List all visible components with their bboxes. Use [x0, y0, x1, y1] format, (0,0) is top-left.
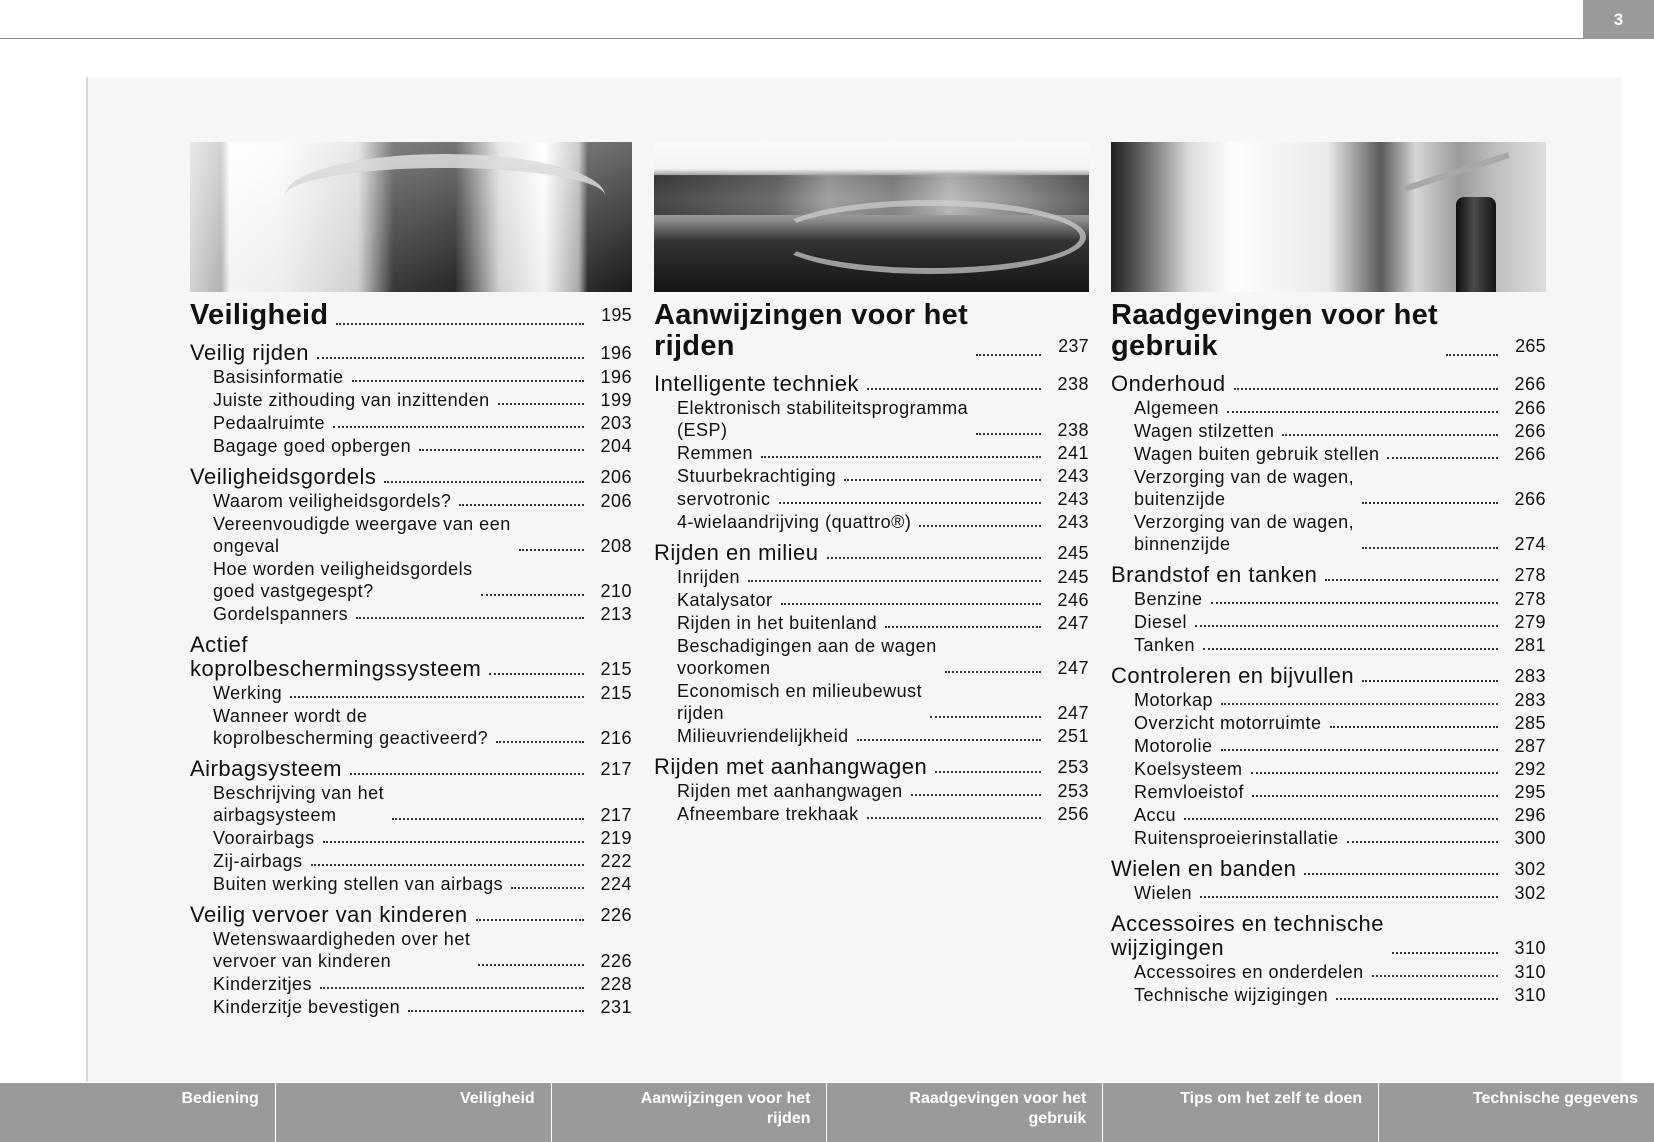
toc-section-entry[interactable]: [190, 341, 632, 365]
toc-entry-page: 245: [1057, 567, 1089, 587]
toc-entry-label: Gordelspanners: [213, 604, 349, 624]
toc-entry-label: Kinderzitjes: [213, 974, 313, 994]
toc-subsection-entry[interactable]: [190, 366, 632, 388]
toc-entry-label: Raadgevingen voor het gebruik: [1111, 299, 1438, 362]
toc-entry-label: Controleren en bijvullen: [1111, 663, 1355, 688]
dot-leader: [1282, 434, 1498, 436]
toc-subsection-entry[interactable]: [654, 635, 1089, 679]
dot-leader: [976, 354, 1041, 356]
toc-subsection-entry[interactable]: [1111, 634, 1546, 656]
dot-leader: [1330, 726, 1498, 728]
dot-leader: [1200, 896, 1498, 898]
dot-leader: [945, 671, 1041, 673]
toc-entry-label: Basisinformatie: [213, 367, 344, 387]
toc-entry-label: Rijden met aanhangwagen: [654, 754, 928, 779]
toc-entry-label: Zij-airbags: [213, 851, 303, 871]
toc-entry-page: 279: [1514, 612, 1546, 632]
dot-leader: [867, 817, 1041, 819]
dot-leader: [1251, 772, 1498, 774]
toc-subsection-entry[interactable]: [1111, 611, 1546, 633]
toc-entry-label: Onderhoud: [1111, 371, 1226, 396]
dot-leader: [1362, 502, 1498, 504]
header-rule: [0, 38, 1583, 39]
dot-leader: [930, 716, 1041, 718]
toc-entry-label: Airbagsysteem: [190, 756, 343, 781]
toc-subsection-entry[interactable]: [1111, 397, 1546, 419]
dot-leader: [408, 1010, 584, 1012]
dot-leader: [1362, 680, 1498, 682]
toc-entry-page: 243: [1057, 512, 1089, 532]
toc-entry-page: 196: [600, 343, 632, 363]
toc-entry-label: Remmen: [677, 443, 754, 463]
dot-leader: [911, 794, 1041, 796]
toc-section-entry[interactable]: [190, 465, 632, 489]
toc-entry-page: 302: [1514, 859, 1546, 879]
dot-leader: [1304, 873, 1498, 875]
toc-entry-page: 266: [1514, 421, 1546, 441]
toc-entry-label: Milieuvriendelijkheid: [677, 726, 849, 746]
toc-section-entry[interactable]: [1111, 857, 1546, 881]
toc-entry-page: 302: [1514, 883, 1546, 903]
toc-subsection-entry[interactable]: [1111, 827, 1546, 849]
toc-section-entry[interactable]: [1111, 372, 1546, 396]
toc-subsection-entry[interactable]: [654, 397, 1089, 441]
dot-leader: [320, 987, 584, 989]
toc-subsection-entry[interactable]: [190, 603, 632, 625]
toc-section-entry[interactable]: [190, 903, 632, 927]
toc-entry-page: 266: [1514, 489, 1546, 509]
chapter-tabs: [0, 1083, 1654, 1142]
dot-leader: [827, 557, 1041, 559]
toc-subsection-entry[interactable]: [654, 803, 1089, 825]
toc-entry-page: 295: [1514, 782, 1546, 802]
dot-leader: [781, 603, 1041, 605]
column-photo-road: [654, 142, 1089, 292]
dot-leader: [885, 626, 1041, 628]
toc-entry-page: 278: [1514, 589, 1546, 609]
toc-subsection-entry[interactable]: [654, 612, 1089, 634]
toc-subsection-entry[interactable]: [1111, 511, 1546, 555]
toc-entry-page: 208: [600, 536, 632, 556]
toc-subsection-entry[interactable]: [190, 827, 632, 849]
toc-entry-label: Hoe worden veiligheidsgordels goed vastgegespt?: [213, 559, 473, 601]
toc-entry-page: 243: [1057, 489, 1089, 509]
toc-subsection-entry[interactable]: [190, 513, 632, 557]
toc-entry-page: 247: [1057, 703, 1089, 723]
toc-section-entry[interactable]: [1111, 563, 1546, 587]
dot-leader: [317, 357, 584, 359]
toc-subsection-entry[interactable]: [190, 928, 632, 972]
toc-entry-page: 206: [600, 467, 632, 487]
toc-entry-page: 231: [600, 997, 632, 1017]
toc-entry-label: Intelligente techniek: [654, 371, 859, 396]
dot-leader: [1336, 998, 1498, 1000]
toc-subsection-entry[interactable]: [190, 996, 632, 1018]
toc-column-raadgevingen: [1111, 142, 1546, 1007]
dot-leader: [867, 388, 1041, 390]
toc-entry-label: Rijden in het buitenland: [677, 613, 878, 633]
dot-leader: [761, 456, 1041, 458]
toc-subsection-entry[interactable]: [1111, 712, 1546, 734]
toc-entry-page: 265: [1515, 336, 1546, 356]
dot-leader: [489, 673, 584, 675]
dot-leader: [844, 479, 1041, 481]
dot-leader: [1325, 579, 1498, 581]
toc-column-aanwijzingen: [654, 142, 1089, 826]
chapter-tab[interactable]: Aanwijzingen voor het rijden: [552, 1083, 828, 1142]
toc-entry-label: Tanken: [1134, 635, 1196, 655]
toc-entry-label: Wanneer wordt de koprolbescherming geactiveerd?: [213, 706, 489, 748]
toc-entry-label: Wagen buiten gebruik stellen: [1134, 444, 1380, 464]
toc-entry-page: 251: [1057, 726, 1089, 746]
toc-section-entry[interactable]: [190, 757, 632, 781]
dot-leader: [935, 771, 1041, 773]
toc-subsection-entry[interactable]: [1111, 588, 1546, 610]
toc-subsection-entry[interactable]: [190, 558, 632, 602]
toc-entry-label: Koelsysteem: [1134, 759, 1243, 779]
toc-entry-label: Buiten werking stellen van airbags: [213, 874, 504, 894]
toc-column-veiligheid: [190, 142, 632, 1019]
toc-subsection-entry[interactable]: [190, 682, 632, 704]
toc-entry-page: 266: [1514, 398, 1546, 418]
dot-leader: [1372, 975, 1498, 977]
toc-entry-label: Accessoires en technische wijzigingen: [1111, 911, 1384, 960]
toc-entry-label: Veilig rijden: [190, 340, 310, 365]
toc-entry-page: 274: [1514, 534, 1546, 554]
toc-entries: [190, 300, 632, 1018]
toc-subsection-entry[interactable]: [1111, 781, 1546, 803]
toc-entry-label: Veiligheidsgordels: [190, 464, 377, 489]
dot-leader: [1362, 547, 1498, 549]
dot-leader: [857, 739, 1041, 741]
toc-entry-label: Verzorging van de wagen, buitenzijde: [1134, 467, 1355, 509]
toc-entry-label: Wielen en banden: [1111, 856, 1297, 881]
toc-entry-page: 217: [600, 759, 632, 779]
toc-entry-page: 219: [600, 828, 632, 848]
toc-entries: [654, 300, 1089, 825]
dot-leader: [1221, 703, 1498, 705]
chapter-tab[interactable]: Tips om het zelf te doen: [1103, 1083, 1379, 1142]
toc-entry-page: 222: [600, 851, 632, 871]
toc-entry-page: 310: [1514, 985, 1546, 1005]
toc-entry-page: 216: [600, 728, 632, 748]
toc-entry-page: 206: [600, 491, 632, 511]
toc-entry-page: 245: [1057, 543, 1089, 563]
toc-entry-page: 266: [1514, 374, 1546, 394]
toc-entry-label: Kinderzitje bevestigen: [213, 997, 401, 1017]
chapter-title[interactable]: [654, 300, 1089, 362]
chapter-tab[interactable]: Technische gegevens: [1379, 1083, 1654, 1142]
toc-entry-label: Wagen stilzetten: [1134, 421, 1275, 441]
toc-subsection-entry[interactable]: [1111, 984, 1546, 1006]
toc-entry-page: 241: [1057, 443, 1089, 463]
toc-entry-page: 237: [1058, 336, 1089, 356]
toc-entry-page: 215: [600, 659, 632, 679]
toc-subsection-entry[interactable]: [654, 589, 1089, 611]
dot-leader: [323, 841, 584, 843]
toc-entry-page: 226: [600, 905, 632, 925]
dot-leader: [919, 525, 1041, 527]
panel-edge: [86, 77, 88, 1082]
chapter-title[interactable]: [1111, 300, 1546, 362]
toc-entry-page: 217: [600, 805, 632, 825]
dot-leader: [1195, 625, 1498, 627]
toc-entry-page: 210: [600, 581, 632, 601]
dot-leader: [1387, 457, 1498, 459]
toc-entry-page: 195: [601, 305, 632, 325]
toc-section-entry[interactable]: [1111, 664, 1546, 688]
toc-subsection-entry[interactable]: [1111, 882, 1546, 904]
toc-subsection-entry[interactable]: [190, 435, 632, 457]
toc-subsection-entry[interactable]: [190, 412, 632, 434]
dot-leader: [1227, 411, 1498, 413]
dot-leader: [481, 594, 584, 596]
toc-subsection-entry[interactable]: [654, 566, 1089, 588]
toc-entry-label: Motorkap: [1134, 690, 1214, 710]
toc-entry-page: 253: [1057, 757, 1089, 777]
toc-subsection-entry[interactable]: [1111, 420, 1546, 442]
toc-entry-label: Bagage goed opbergen: [213, 436, 412, 456]
toc-entry-page: 281: [1514, 635, 1546, 655]
toc-entry-label: Verzorging van de wagen, binnenzijde: [1134, 512, 1355, 554]
toc-entry-page: 204: [600, 436, 632, 456]
toc-entry-label: Waarom veiligheidsgordels?: [213, 491, 452, 511]
dot-leader: [1252, 795, 1498, 797]
toc-entry-page: 238: [1057, 374, 1089, 394]
toc-entry-label: Motorolie: [1134, 736, 1213, 756]
toc-entry-page: 238: [1057, 420, 1089, 440]
dot-leader: [779, 502, 1041, 504]
dot-leader: [519, 549, 584, 551]
dot-leader: [1221, 749, 1498, 751]
toc-subsection-entry[interactable]: [190, 705, 632, 749]
toc-subsection-entry[interactable]: [654, 488, 1089, 510]
toc-subsection-entry[interactable]: [1111, 804, 1546, 826]
toc-entry-label: Overzicht motorruimte: [1134, 713, 1322, 733]
toc-subsection-entry[interactable]: [190, 490, 632, 512]
toc-subsection-entry[interactable]: [654, 465, 1089, 487]
toc-subsection-entry[interactable]: [190, 873, 632, 895]
toc-entry-label: Beschrijving van het airbagsysteem: [213, 783, 385, 825]
toc-entry-page: 199: [600, 390, 632, 410]
toc-entry-page: 310: [1514, 962, 1546, 982]
toc-subsection-entry[interactable]: [1111, 466, 1546, 510]
dot-leader: [350, 773, 584, 775]
toc-entry-label: Stuurbekrachtiging: [677, 466, 837, 486]
dot-leader: [1347, 841, 1498, 843]
toc-entry-label: Rijden en milieu: [654, 540, 819, 565]
dot-leader: [1392, 952, 1498, 954]
toc-section-entry[interactable]: [654, 755, 1089, 779]
toc-subsection-entry[interactable]: [190, 850, 632, 872]
toc-subsection-entry[interactable]: [190, 782, 632, 826]
toc-entry-page: 292: [1514, 759, 1546, 779]
toc-entry-page: 213: [600, 604, 632, 624]
dot-leader: [419, 449, 584, 451]
toc-entry-label: Rijden met aanhangwagen: [677, 781, 903, 801]
toc-subsection-entry[interactable]: [1111, 689, 1546, 711]
toc-entry-label: Accessoires en onderdelen: [1134, 962, 1364, 982]
dot-leader: [356, 617, 584, 619]
toc-entry-label: 4-wielaandrijving (quattro®): [677, 512, 912, 532]
dot-leader: [384, 481, 584, 483]
chapter-tab[interactable]: Raadgevingen voor het gebruik: [827, 1083, 1103, 1142]
toc-entry-page: 196: [600, 367, 632, 387]
chapter-title[interactable]: [190, 300, 632, 331]
toc-entry-label: Vereenvoudigde weergave van een ongeval: [213, 514, 511, 556]
toc-entry-label: Technische wijzigingen: [1134, 985, 1329, 1005]
toc-entry-page: 287: [1514, 736, 1546, 756]
toc-subsection-entry[interactable]: [654, 680, 1089, 724]
toc-entry-label: Katalysator: [677, 590, 773, 610]
toc-entry-page: 310: [1514, 938, 1546, 958]
dot-leader: [498, 403, 584, 405]
toc-section-entry[interactable]: [190, 633, 632, 681]
toc-entry-label: Beschadigingen aan de wagen voorkomen: [677, 636, 937, 678]
dot-leader: [1184, 818, 1498, 820]
toc-entry-label: Wielen: [1134, 883, 1193, 903]
toc-entry-label: Brandstof en tanken: [1111, 562, 1318, 587]
toc-entry-label: Diesel: [1134, 612, 1188, 632]
column-photo-oil-can: [1111, 142, 1546, 292]
toc-entry-label: Elektronisch stabiliteitsprogramma (ESP): [677, 398, 969, 440]
toc-entry-page: 256: [1057, 804, 1089, 824]
toc-entry-label: Algemeen: [1134, 398, 1220, 418]
dot-leader: [748, 580, 1041, 582]
toc-entries: [1111, 300, 1546, 1006]
toc-subsection-entry[interactable]: [190, 973, 632, 995]
toc-entry-label: Voorairbags: [213, 828, 315, 848]
toc-entry-label: Inrijden: [677, 567, 741, 587]
column-photo-steering-wheel: [190, 142, 632, 292]
toc-subsection-entry[interactable]: [654, 511, 1089, 533]
dot-leader: [476, 919, 584, 921]
dot-leader: [478, 964, 584, 966]
toc-entry-label: Veiligheid: [190, 299, 329, 331]
toc-entry-label: Juiste zithouding van inzittenden: [213, 390, 490, 410]
dot-leader: [1211, 602, 1498, 604]
toc-subsection-entry[interactable]: [1111, 735, 1546, 757]
dot-leader: [1446, 354, 1498, 356]
toc-entry-page: 215: [600, 683, 632, 703]
toc-entry-page: 253: [1057, 781, 1089, 801]
toc-entry-label: servotronic: [677, 489, 771, 509]
toc-entry-label: Ruitensproeierinstallatie: [1134, 828, 1339, 848]
toc-entry-label: Economisch en milieubewust rijden: [677, 681, 923, 723]
toc-entry-page: 246: [1057, 590, 1089, 610]
toc-section-entry[interactable]: [654, 372, 1089, 396]
dot-leader: [311, 864, 584, 866]
toc-entry-label: Veilig vervoer van kinderen: [190, 902, 468, 927]
dot-leader: [333, 426, 584, 428]
page-number: 3: [1583, 0, 1654, 39]
toc-subsection-entry[interactable]: [1111, 758, 1546, 780]
toc-entry-page: 300: [1514, 828, 1546, 848]
toc-entry-page: 278: [1514, 565, 1546, 585]
dot-leader: [496, 741, 584, 743]
toc-entry-label: Pedaalruimte: [213, 413, 326, 433]
toc-entry-page: 283: [1514, 690, 1546, 710]
dot-leader: [352, 380, 584, 382]
dot-leader: [336, 323, 584, 325]
dot-leader: [1234, 388, 1498, 390]
toc-entry-page: 203: [600, 413, 632, 433]
toc-subsection-entry[interactable]: [654, 442, 1089, 464]
toc-entry-label: Remvloeistof: [1134, 782, 1245, 802]
toc-entry-label: Wetenswaardigheden over het vervoer van kinderen: [213, 929, 471, 971]
dot-leader: [290, 696, 584, 698]
dot-leader: [1203, 648, 1498, 650]
chapter-tab[interactable]: Veiligheid: [276, 1083, 552, 1142]
toc-entry-label: Accu: [1134, 805, 1177, 825]
toc-entry-page: 285: [1514, 713, 1546, 733]
toc-entry-page: 247: [1057, 613, 1089, 633]
toc-entry-label: Afneembare trekhaak: [677, 804, 859, 824]
toc-subsection-entry[interactable]: [190, 389, 632, 411]
toc-entry-label: Werking: [213, 683, 283, 703]
toc-entry-page: 247: [1057, 658, 1089, 678]
toc-entry-page: 283: [1514, 666, 1546, 686]
toc-entry-page: 296: [1514, 805, 1546, 825]
toc-entry-page: 266: [1514, 444, 1546, 464]
toc-entry-label: Actief koprolbeschermingssysteem: [190, 632, 482, 681]
dot-leader: [511, 887, 584, 889]
toc-subsection-entry[interactable]: [1111, 961, 1546, 983]
toc-entry-label: Benzine: [1134, 589, 1203, 609]
dot-leader: [392, 818, 584, 820]
toc-entry-page: 224: [600, 874, 632, 894]
chapter-tab[interactable]: Bediening: [0, 1083, 276, 1142]
toc-entry-page: 228: [600, 974, 632, 994]
toc-entry-label: Aanwijzingen voor het rijden: [654, 299, 969, 362]
toc-entry-page: 243: [1057, 466, 1089, 486]
toc-subsection-entry[interactable]: [1111, 443, 1546, 465]
toc-subsection-entry[interactable]: [654, 780, 1089, 802]
toc-section-entry[interactable]: [654, 541, 1089, 565]
toc-subsection-entry[interactable]: [654, 725, 1089, 747]
dot-leader: [976, 433, 1041, 435]
dot-leader: [459, 504, 584, 506]
toc-section-entry[interactable]: [1111, 912, 1546, 960]
toc-entry-page: 226: [600, 951, 632, 971]
